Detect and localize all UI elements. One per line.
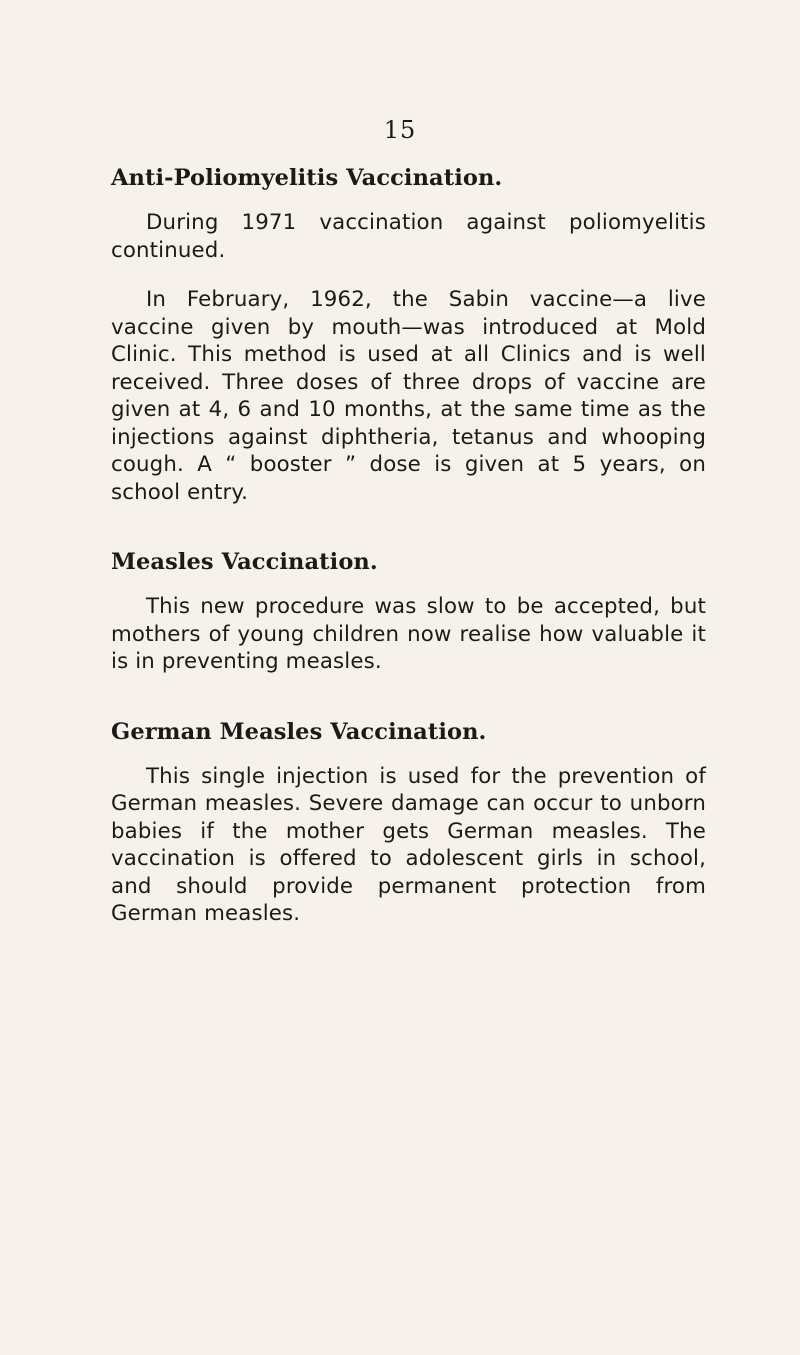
- page-number: 15: [383, 116, 417, 144]
- section-heading: Anti-Poliomyelitis Vaccination.: [111, 165, 503, 191]
- paragraph: During 1971 vaccination against poliomyelitis continued.: [111, 210, 706, 263]
- paragraph: This new procedure was slow to be accepted, but mothers of young children now realise how valuable it is in preventing measles.: [111, 594, 706, 674]
- page-content: [111, 160, 706, 928]
- section-heading: German Measles Vaccination.: [111, 718, 487, 745]
- section-measles: [111, 544, 706, 676]
- section-anti-poliomyelitis: [111, 160, 706, 506]
- paragraph: In February, 1962, the Sabin vaccine—a live vaccine given by mouth—was introduced at Mold Clinic. This method is used at all Clinics and is well received. Three doses of three drops of vaccine are given at 4, 6 and 10 months, at the same time as the injections against diphtheria, tetanus and whooping cough. A “ booster ” dose is given at 5 years, on school entry.: [111, 287, 706, 505]
- section-heading: Measles Vaccination.: [111, 549, 378, 575]
- section-german-measles: [111, 714, 706, 928]
- paragraph: This single injection is used for the prevention of German measles. Severe damage can occur to unborn babies if the mother gets German measles. The vaccination is offered to adolescent girls in school, and should provide permanent protection from German measles.: [111, 763, 706, 926]
